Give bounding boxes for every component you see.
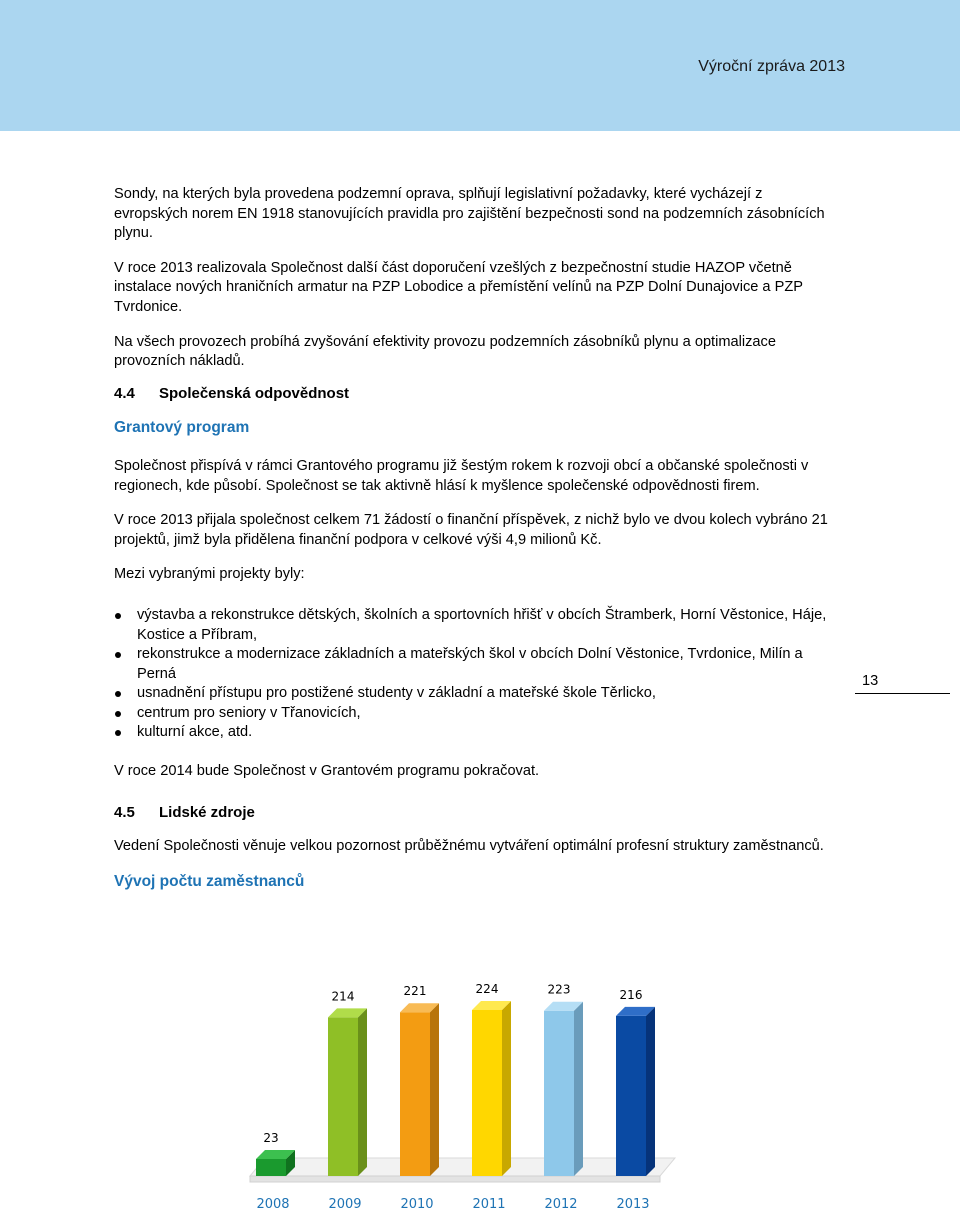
tick-label-2011: 2011 — [472, 1197, 506, 1212]
list-item: centrum pro seniory v Třanovicích, — [114, 704, 829, 724]
paragraph-grant-closing: V roce 2014 bude Společnost v Grantovém programu pokračovat. — [114, 763, 540, 780]
employee-count-chart — [220, 968, 690, 1214]
bar-2013 — [616, 1016, 646, 1176]
tick-label-2012: 2012 — [544, 1197, 578, 1212]
tick-label-2010: 2010 — [400, 1197, 434, 1212]
list-item: kulturní akce, atd. — [114, 723, 829, 743]
paragraph-hazop: V roce 2013 realizovala Společnost další část doporučení vzešlých z bezpečnostní studie HAZOP včetně instalace nových hraničních armatur na PZP Lobodice a přemístění velínů na PZP Dolní Dunajovice a PZP Tvrdonice. — [114, 259, 803, 315]
bar-side-2009 — [358, 1008, 367, 1176]
section-title: Společenská odpovědnost — [159, 384, 350, 402]
bar-2011 — [472, 1010, 502, 1176]
paragraph-lidske-zdroje: Vedení Společnosti věnuje velkou pozornost průběžnému vytváření optimální profesní struktury zaměstnanců. — [114, 838, 824, 855]
section-heading-4-4 — [114, 384, 829, 404]
chart-floor-edge — [250, 1176, 660, 1182]
page-content — [114, 185, 829, 910]
section-number: 4.5 — [114, 803, 135, 821]
tick-label-2008: 2008 — [256, 1197, 290, 1212]
paragraph-efektivita: Na všech provozech probíhá zvyšování efektivity provozu podzemních zásobníků plynu a optimalizace provozních nákladů. — [114, 333, 776, 370]
running-header-title: Výroční zpráva 2013 — [698, 58, 845, 75]
bar-side-2013 — [646, 1007, 655, 1176]
tick-label-2013: 2013 — [616, 1197, 650, 1212]
data-label-2010: 221 — [403, 984, 427, 999]
bar-2012 — [544, 1011, 574, 1176]
page-number: 13 — [862, 673, 879, 689]
list-item: výstavba a rekonstrukce dětských, školních a sportovních hřišť v obcích Štramberk, Horní Věstonice, Háje, Kostice a Příbram, — [114, 606, 829, 645]
header-band — [0, 0, 960, 131]
paragraph-grant-stats: V roce 2013 přijala společnost celkem 71 žádostí o finanční příspěvek, z nichž bylo ve dvou kolech vybráno 21 projektů, jimž byla přidělena finanční podpora v celkové výši 4,9 milionů Kč. — [114, 512, 828, 548]
list-item: rekonstrukce a modernizace základních a mateřských škol v obcích Dolní Věstonice, Tvrdonice, Milín a Perná — [114, 645, 829, 684]
section-number: 4.4 — [114, 384, 135, 402]
subheading-vyvoj-zamestnancu: Vývoj počtu zaměstnanců — [114, 872, 305, 890]
data-label-2012: 223 — [547, 982, 571, 997]
chart-svg — [220, 968, 690, 1214]
data-label-2013: 216 — [619, 987, 643, 1002]
data-label-2008: 23 — [263, 1130, 279, 1145]
projects-list — [114, 606, 829, 743]
section-heading-4-5 — [114, 803, 829, 823]
list-item: usnadnění přístupu pro postižené studenty v základní a mateřské škole Těrlicko, — [114, 684, 829, 704]
section-title: Lidské zdroje — [159, 803, 255, 821]
bar-2008 — [256, 1159, 286, 1176]
data-label-2011: 224 — [475, 982, 499, 996]
paragraph-sondy: Sondy, na kterých byla provedena podzemní oprava, splňují legislativní požadavky, které vycházejí z evropských norem EN 1918 stanovujících pravidla pro zajištění bezpečnosti sond na podzemních zásobnících plynu. — [114, 186, 825, 242]
chart-floor — [250, 1158, 675, 1176]
bar-side-2012 — [574, 1002, 583, 1176]
subheading-grantovy-program: Grantový program — [114, 419, 250, 437]
bar-2010 — [400, 1012, 430, 1176]
tick-label-2009: 2009 — [328, 1197, 362, 1212]
bar-2009 — [328, 1017, 358, 1176]
data-label-2009: 214 — [331, 989, 355, 1004]
bar-side-2010 — [430, 1003, 439, 1176]
bar-side-2011 — [502, 1001, 511, 1176]
page-number-rule — [855, 693, 950, 694]
paragraph-list-intro: Mezi vybranými projekty byly: — [114, 566, 305, 583]
paragraph-grant-intro: Společnost přispívá v rámci Grantového programu již šestým rokem k rozvoji obcí a občanské společnosti v regionech, kde působí. Společnost se tak aktivně hlásí k myšlence společenské odpovědnosti firem. — [114, 457, 809, 494]
